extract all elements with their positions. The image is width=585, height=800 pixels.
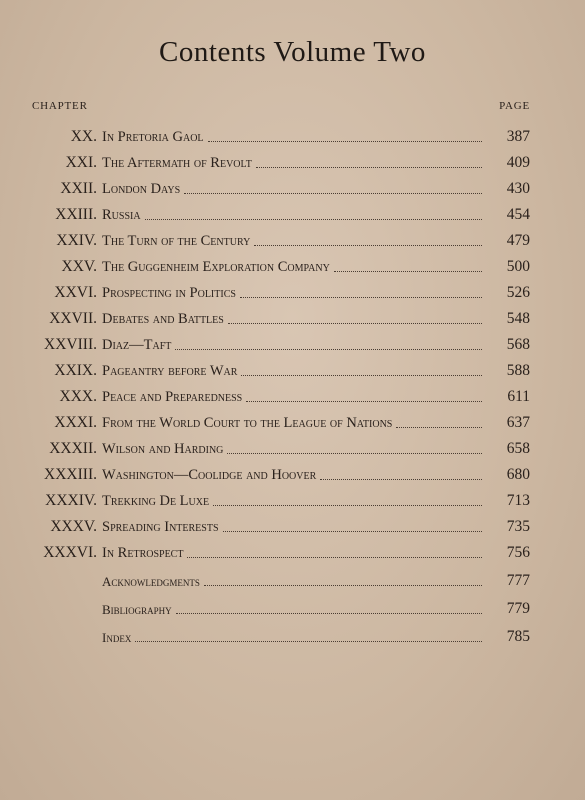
dot-leader [208, 141, 482, 142]
chapter-number: XXVII. [49, 310, 97, 327]
chapter-number: XXX. [59, 388, 97, 405]
page-number: 658 [506, 440, 530, 457]
chapter-number: XXXV. [50, 518, 97, 535]
dot-leader [254, 245, 482, 246]
back-matter-title: Index [102, 630, 132, 645]
chapter-number: XX. [70, 128, 97, 145]
page-number: 454 [506, 206, 530, 223]
toc-entry [0, 174, 585, 198]
chapter-number: XXXVI. [43, 544, 97, 561]
toc-entry [0, 512, 585, 536]
page-number: 611 [507, 388, 530, 405]
dot-leader [241, 375, 482, 376]
page-number: 777 [506, 572, 530, 589]
dot-leader [135, 641, 482, 642]
page-number: 785 [506, 628, 530, 645]
dot-leader [175, 349, 482, 350]
dot-leader [184, 193, 482, 194]
chapter-number: XXXIII. [44, 466, 97, 483]
chapter-title: In Pretoria Gaol [102, 129, 204, 145]
page-title: Contents Volume Two [159, 36, 426, 68]
toc-entry [0, 382, 585, 406]
toc-entry [0, 356, 585, 380]
dot-leader [320, 479, 482, 480]
chapter-number: XXII. [60, 180, 97, 197]
chapter-title: Prospecting in Politics [102, 285, 236, 301]
page-number: 637 [506, 414, 530, 431]
toc-entry [0, 122, 585, 146]
page-number: 735 [506, 518, 530, 535]
chapter-number: XXIX. [54, 362, 97, 379]
page-number: 680 [506, 466, 530, 483]
dot-leader [213, 505, 482, 506]
chapter-title: Trekking De Luxe [102, 493, 210, 509]
chapter-number: XXI. [65, 154, 97, 171]
dot-leader [223, 531, 482, 532]
chapter-title: Debates and Battles [102, 311, 224, 327]
chapter-title: The Guggenheim Exploration Company [102, 259, 330, 275]
dot-leader [145, 219, 482, 220]
chapter-number: XXVIII. [44, 336, 97, 353]
page-column-header: PAGE [499, 100, 530, 112]
chapter-number: XXXI. [54, 414, 97, 431]
chapter-column-header: CHAPTER [32, 100, 88, 112]
toc-entry [0, 226, 585, 250]
page-number: 479 [506, 232, 530, 249]
dot-leader [256, 167, 482, 168]
dot-leader [240, 297, 482, 298]
page-number: 588 [506, 362, 530, 379]
dot-leader [176, 613, 482, 614]
dot-leader [187, 557, 482, 558]
toc-entry [0, 278, 585, 302]
toc-entry [0, 330, 585, 354]
toc-entry [0, 148, 585, 172]
chapter-number: XXIII. [55, 206, 97, 223]
toc-back-matter-entry [0, 594, 585, 618]
toc-back-matter-entry [0, 566, 585, 590]
chapter-title: Washington—Coolidge and Hoover [102, 467, 317, 483]
toc-entry [0, 460, 585, 484]
page-number: 713 [506, 492, 530, 509]
page-number: 568 [506, 336, 530, 353]
page-number: 387 [506, 128, 530, 145]
dot-leader [227, 453, 482, 454]
toc-entry [0, 434, 585, 458]
dot-leader [334, 271, 482, 272]
page-number: 500 [506, 258, 530, 275]
back-matter-title: Bibliography [102, 602, 172, 617]
dot-leader [246, 401, 482, 402]
dot-leader [396, 427, 482, 428]
chapter-title: Peace and Preparedness [102, 389, 243, 405]
chapter-number: XXXIV. [45, 492, 97, 509]
dot-leader [228, 323, 482, 324]
chapter-title: Diaz—Taft [102, 337, 172, 353]
chapter-number: XXIV. [56, 232, 97, 249]
chapter-number: XXXII. [49, 440, 97, 457]
toc-entry [0, 408, 585, 432]
page-number: 779 [506, 600, 530, 617]
page-number: 756 [506, 544, 530, 561]
chapter-title: The Turn of the Century [102, 233, 251, 249]
chapter-title: Spreading Interests [102, 519, 219, 535]
chapter-title: Wilson and Harding [102, 441, 224, 457]
dot-leader [204, 585, 482, 586]
chapter-number: XXV. [61, 258, 97, 275]
page-number: 548 [506, 310, 530, 327]
toc-entry [0, 538, 585, 562]
page-number: 526 [506, 284, 530, 301]
chapter-title: The Aftermath of Revolt [102, 155, 252, 171]
chapter-title: Pageantry before War [102, 363, 238, 379]
toc-entry [0, 304, 585, 328]
chapter-number: XXVI. [54, 284, 97, 301]
page-number: 409 [506, 154, 530, 171]
toc-back-matter-entry [0, 622, 585, 646]
toc-entry [0, 252, 585, 276]
toc-entry [0, 486, 585, 510]
page-number: 430 [506, 180, 530, 197]
chapter-title: London Days [102, 181, 181, 197]
toc-entry [0, 200, 585, 224]
chapter-title: In Retrospect [102, 545, 184, 561]
back-matter-title: Acknowledgments [102, 574, 200, 589]
chapter-title: From the World Court to the League of Nations [102, 415, 393, 431]
chapter-title: Russia [102, 207, 141, 223]
